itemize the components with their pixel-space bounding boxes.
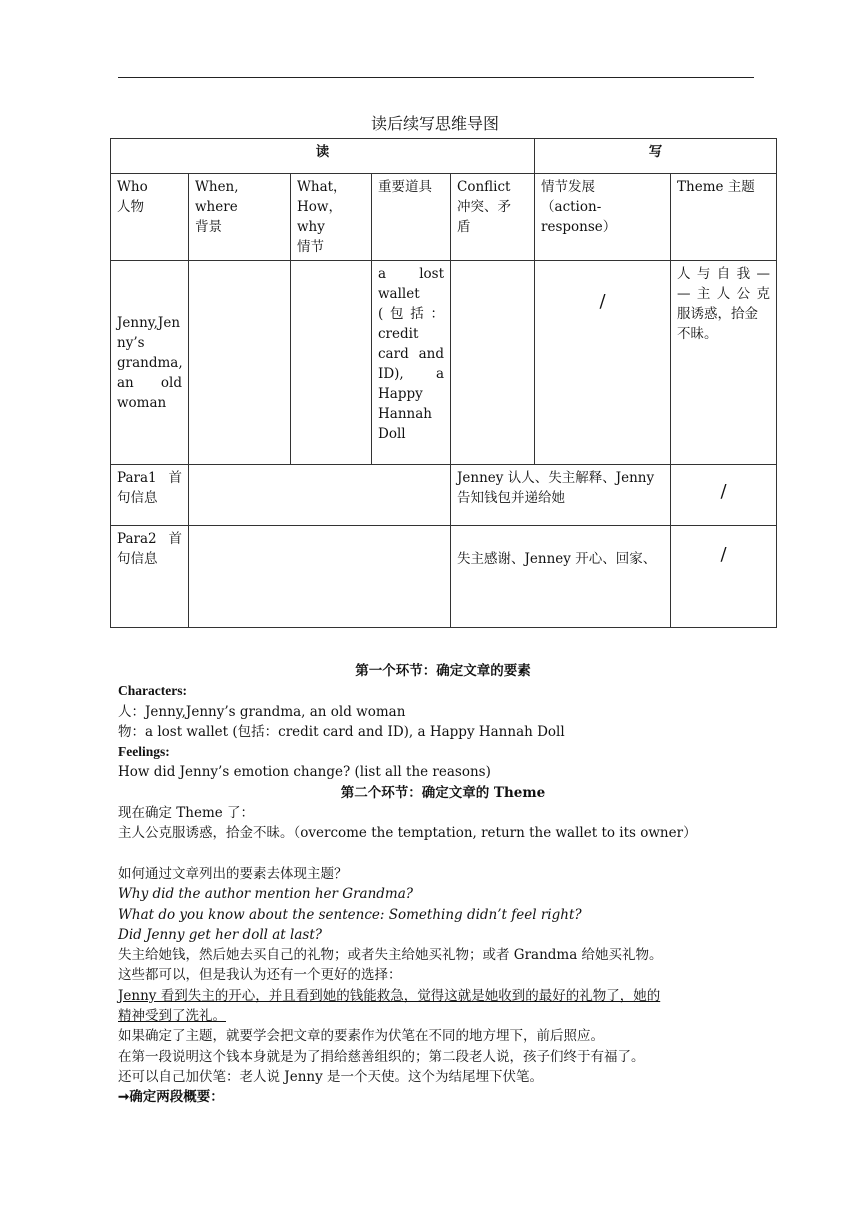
page-title: 读后续写思维导图 [370, 114, 499, 133]
props-cell: a lost wallet (包括： credit card and ID), a Happy Hannah Doll [372, 261, 451, 465]
section-read-header: 读 [111, 139, 535, 174]
heading-step1: 第一个环节：确定文章的要素 [355, 663, 531, 679]
col-when-where: When, where 背景 [189, 174, 291, 261]
question-2: What do you know about the sentence: Something didn’t feel right? [118, 906, 582, 923]
notes-body [118, 661, 768, 1108]
para2-row [111, 526, 777, 628]
underlined-line-a: Jenny 看到失主的开心，并且看到她的钱能救急，觉得这就是她收到的最好的礼物了，她的 [118, 987, 661, 1004]
column-header-row [111, 174, 777, 261]
para1-plot: Jenney 认人、失主解释、Jenny 告知钱包并递给她 [451, 465, 671, 526]
feelings-question: How did Jenny’s emotion change? (list all the reasons) [118, 764, 491, 781]
col-who: Who 人物 [111, 174, 189, 261]
theme-intro: 现在确定 Theme 了： [118, 805, 255, 822]
para1-theme: / [671, 465, 777, 526]
theme-cell: 人与自我— —主人公克 服诱惑，拾金 不昧。 [671, 261, 777, 465]
how-question: 如何通过文章列出的要素去体现主题？ [118, 865, 348, 882]
who-cell: Jenny,Jen ny’s grandma, an old woman [111, 261, 189, 465]
foreshadow-line-1: 如果确定了主题，就要学会把文章的要素作为伏笔在不同的地方埋下，前后照应。 [118, 1028, 604, 1045]
foreshadow-line-3: 还可以自己加伏笔：老人说 Jenny 是一个天使。这个为结尾埋下伏笔。 [118, 1068, 543, 1085]
para2-read-blank [189, 526, 451, 628]
col-theme: Theme 主题 [671, 174, 777, 261]
content-row [111, 261, 777, 465]
para2-plot: 失主感谢、Jenney 开心、回家、 [451, 526, 671, 628]
options-line: 失主给她钱，然后她去买自己的礼物；或者失主给她买礼物；或者 Grandma 给她买礼物。 [118, 947, 663, 964]
heading-step2: 第二个环节：确定文章的 Theme [340, 784, 546, 801]
col-plot: 情节发展 （action-response） [535, 174, 671, 261]
blank-line [118, 844, 768, 864]
characters-label: Characters: [118, 683, 187, 699]
better-line: 这些都可以，但是我认为还有一个更好的选择： [118, 967, 402, 984]
table-header-row [111, 139, 777, 174]
underlined-line-b: 精神受到了洗礼。 [118, 1008, 226, 1025]
para1-label: Para1 首 句信息 [111, 465, 189, 526]
final-line: ➞确定两段概要： [118, 1089, 224, 1106]
para1-read-blank [189, 465, 451, 526]
theme-line: 主人公克服诱惑，拾金不昧。（overcome the temptation, return the wallet to its owner） [118, 825, 697, 842]
section-write-header: 写 [535, 139, 777, 174]
question-1: Why did the author mention her Grandma? [118, 886, 413, 903]
para2-label: Para2 首 句信息 [111, 526, 189, 628]
header-rule [118, 77, 754, 78]
people-line: 人：Jenny,Jenny’s grandma, an old woman [118, 703, 406, 720]
objects-line: 物：a lost wallet (包括：credit card and ID), a Happy Hannah Doll [118, 723, 565, 740]
what-cell [291, 261, 372, 465]
col-what-how-why: What， How， why 情节 [291, 174, 372, 261]
col-conflict: Conflict 冲突、矛 盾 [451, 174, 535, 261]
when-cell [189, 261, 291, 465]
col-props: 重要道具 [372, 174, 451, 261]
mind-map-table [110, 138, 777, 628]
para1-row [111, 465, 777, 526]
question-3: Did Jenny get her doll at last? [118, 926, 322, 943]
para2-theme: / [671, 526, 777, 628]
foreshadow-line-2: 在第一段说明这个钱本身就是为了捐给慈善组织的；第二段老人说，孩子们终于有福了。 [118, 1048, 645, 1065]
plot-cell: / [535, 261, 671, 465]
feelings-label: Feelings: [118, 744, 170, 760]
conflict-cell [451, 261, 535, 465]
